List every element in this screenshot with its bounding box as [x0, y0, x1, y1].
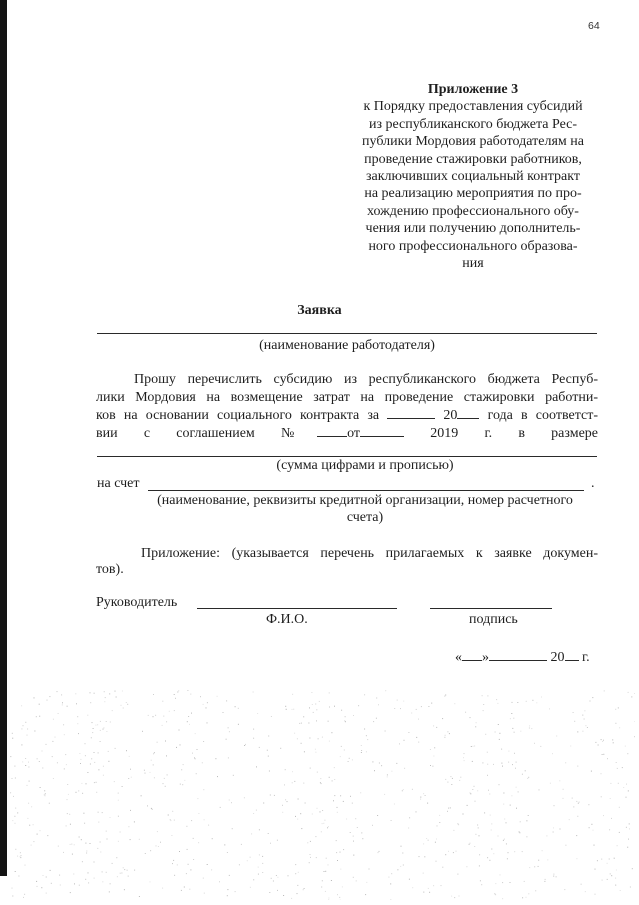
date-year-suffix: г.: [582, 650, 590, 665]
head-label: Руководитель: [96, 595, 178, 610]
body-text: года в соответст-: [487, 408, 598, 423]
appendix-line: ного профессионального образова-: [368, 238, 578, 254]
body-word: от: [347, 426, 360, 441]
agreement-date-blank: [360, 424, 404, 437]
appendix-line: заключивших социальный контракт: [366, 169, 580, 185]
bank-caption-line-2: счета): [346, 510, 384, 525]
date-year-prefix: 20: [550, 650, 565, 665]
appendix-line: ния: [462, 256, 484, 272]
month-blank: [387, 406, 435, 419]
agreement-number-blank: [317, 424, 347, 437]
sum-line: [97, 456, 597, 457]
month-blank: [489, 648, 547, 661]
attachment-line-1: Приложение: (указывается перечень прилагаемых к заявке докумен-: [141, 546, 598, 561]
date-quote-open: «: [455, 650, 462, 665]
date-field: [455, 648, 590, 666]
body-line-3: [96, 406, 598, 424]
fio-line: [197, 608, 397, 609]
appendix-line: из республиканского бюджета Рес-: [368, 116, 578, 132]
signature-caption: подпись: [469, 612, 518, 627]
appendix-line: проведение стажировки работников,: [364, 151, 582, 167]
bank-caption-line-1: (наименование, реквизиты кредитной организации, номер расчетного: [157, 493, 573, 508]
appendix-line: публики Мордовия работодателям на: [362, 134, 584, 150]
body-word: с: [143, 426, 151, 441]
appendix-line: чения или получению дополнитель-: [365, 221, 581, 237]
account-label: на счет: [97, 476, 140, 491]
body-word: вии: [96, 426, 118, 441]
account-end: .: [591, 476, 595, 491]
request-title: Заявка: [297, 303, 342, 318]
body-word: соглашением: [176, 426, 255, 441]
year-prefix: 20: [443, 408, 458, 423]
page-number: 64: [588, 20, 600, 32]
body-line-1: Прошу перечислить субсидию из республиканского бюджета Респуб-: [134, 372, 598, 387]
appendix-line: на реализацию мероприятия по про-: [364, 186, 582, 202]
body-word: в: [518, 426, 525, 441]
body-word: 2019: [430, 426, 459, 441]
appendix-title: Приложение 3: [427, 82, 519, 97]
appendix-block: [344, 81, 602, 272]
account-line: [148, 490, 584, 491]
appendix-line: к Порядку предоставления субсидий: [363, 99, 583, 115]
day-blank: [462, 648, 482, 661]
attachment-line-2: тов).: [96, 562, 124, 577]
body-word: размере: [551, 426, 599, 441]
page-edge-bar: [0, 0, 7, 876]
sum-caption: (сумма цифрами и прописью): [276, 458, 454, 473]
body-word: г.: [484, 426, 493, 441]
body-text: ков на основании социального контракта за: [96, 408, 380, 423]
appendix-line: хождению профессионального обу-: [367, 203, 579, 219]
year-blank: [457, 406, 479, 419]
scan-noise: [10, 690, 635, 900]
date-quote-close: »: [482, 650, 489, 665]
employer-caption: (наименование работодателя): [259, 338, 435, 353]
employer-name-line: [97, 333, 597, 334]
fio-caption: Ф.И.О.: [266, 612, 308, 627]
signature-line: [430, 608, 552, 609]
date-year-blank: [565, 648, 579, 661]
number-sign: №: [280, 426, 318, 441]
body-line-4: [96, 424, 598, 442]
body-line-2: лики Мордовия на возмещение затрат на проведение стажировки работни-: [96, 390, 598, 405]
